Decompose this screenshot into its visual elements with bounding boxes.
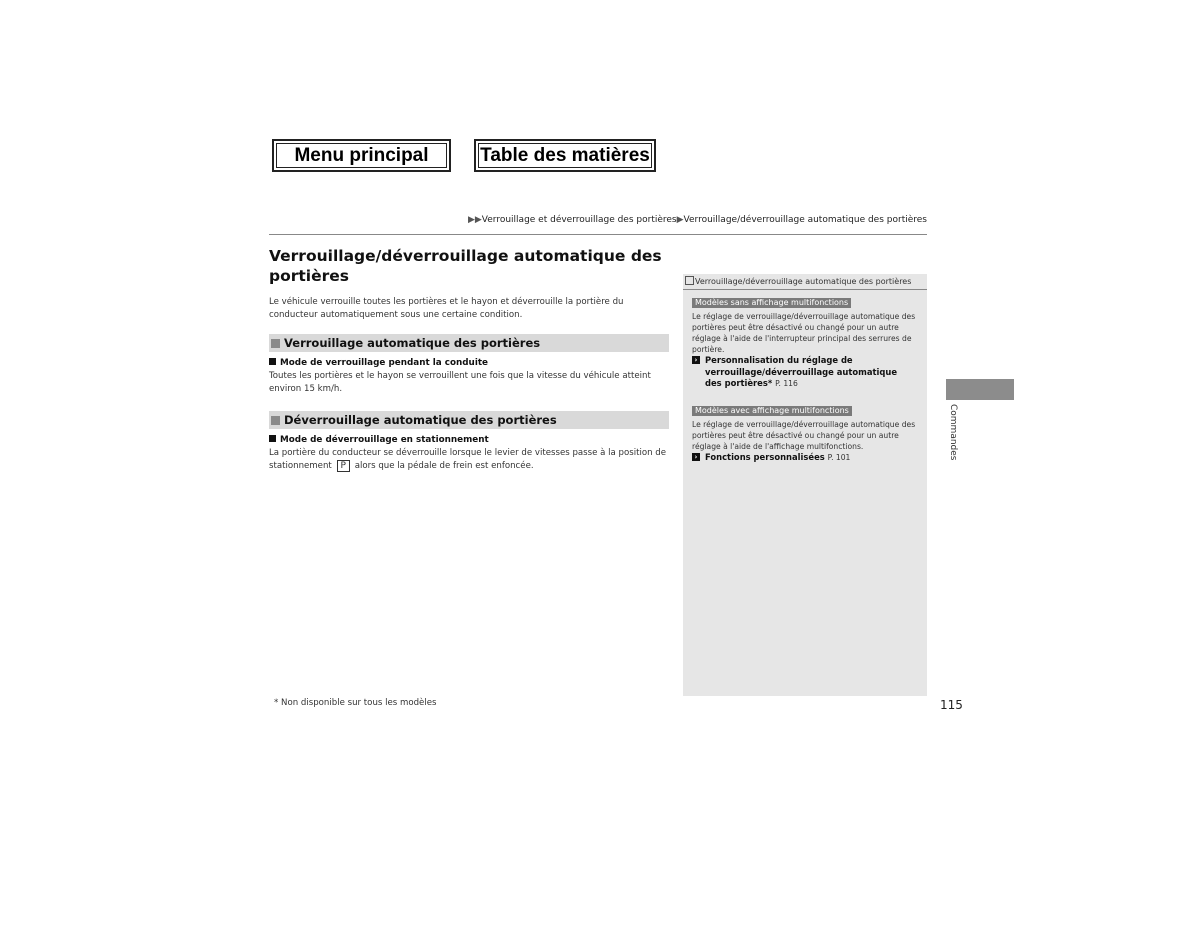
side-note-text: Le réglage de verrouillage/déverrouillage automatique des portières peut être désactivé ou changé pour un autre réglage à l'aide de l'affichage multifonctions. — [692, 419, 916, 451]
section-heading-text: Déverrouillage automatique des portières — [284, 413, 557, 427]
page-title: Verrouillage/déverrouillage automatique des portières — [269, 247, 662, 285]
link-text: Personnalisation du réglage de verrouillage/déverrouillage automatique des portières — [705, 355, 898, 388]
reference-icon — [685, 276, 694, 285]
chapter-tab-label: Commandes — [948, 404, 958, 461]
section-square-icon — [271, 416, 280, 425]
body-text-before: La portière du conducteur se déverrouille lorsque le levier de vitesses passe à la position de stationnement — [269, 448, 667, 471]
side-notes-heading — [683, 274, 927, 287]
subheading-parking-unlock-mode — [269, 435, 669, 446]
link-custom-features[interactable] — [694, 451, 915, 464]
subheading-text: Mode de verrouillage pendant la conduite — [280, 358, 489, 368]
model-tag-with-display: Modèles avec affichage multifonctions — [692, 406, 852, 416]
table-of-contents-button[interactable]: Table des matières — [474, 139, 656, 172]
subheading-text: Mode de déverrouillage en stationnement — [280, 435, 489, 445]
section-auto-unlock — [269, 411, 669, 473]
bullet-square-icon — [269, 358, 276, 365]
section-auto-lock — [269, 334, 669, 396]
intro-text: Le véhicule verrouille toutes les portières et le hayon et déverrouille la portière du conducteur automatiquement sous une certaine condition. — [269, 297, 624, 320]
chapter-tab[interactable] — [946, 379, 1014, 400]
breadcrumb-divider — [269, 234, 927, 235]
breadcrumb-arrow-icon: ▶▶ — [467, 215, 482, 225]
body-text-after: alors que la pédale de frein est enfoncée. — [354, 461, 534, 471]
breadcrumb-item-parent[interactable]: Verrouillage et déverrouillage des portières — [481, 215, 677, 225]
side-notes-panel — [683, 274, 927, 696]
main-menu-button[interactable]: Menu principal — [272, 139, 451, 172]
link-text: Fonctions personnalisées — [705, 451, 825, 462]
section-heading-auto-lock — [269, 334, 669, 352]
breadcrumb — [468, 215, 927, 225]
page-reference: P. 101 — [827, 452, 851, 462]
side-notes-heading-text: Verrouillage/déverrouillage automatique des portières — [695, 277, 912, 286]
subheading-driving-lock-mode — [269, 358, 669, 369]
link-arrow-icon: › — [692, 453, 700, 461]
breadcrumb-separator-icon: ▶ — [676, 215, 684, 225]
bullet-square-icon — [269, 435, 276, 442]
main-content — [269, 246, 669, 322]
link-arrow-icon: › — [692, 356, 700, 364]
section-heading-auto-unlock — [269, 411, 669, 429]
footnote: * Non disponible sur tous les modèles — [274, 698, 437, 708]
breadcrumb-item-current: Verrouillage/déverrouillage automatique des portières — [683, 215, 927, 225]
side-note-text: Le réglage de verrouillage/déverrouillage automatique des portières peut être désactivé ou changé pour un autre réglage à l'aide de l'interrupteur principal des serrures de portière. — [692, 312, 916, 354]
section-square-icon — [271, 339, 280, 348]
link-customization-setting[interactable] — [694, 355, 915, 390]
section-body-text — [269, 447, 669, 473]
page-number: 115 — [940, 698, 963, 712]
section-body-text: Toutes les portières et le hayon se verrouillent une fois que la vitesse du véhicule atteint environ 15 km/h. — [269, 371, 651, 394]
page-reference: P. 116 — [775, 379, 798, 388]
section-heading-text: Verrouillage automatique des portières — [284, 336, 541, 350]
asterisk: * — [767, 378, 773, 388]
model-tag-without-display: Modèles sans affichage multifonctions — [692, 298, 851, 308]
park-key-icon: P — [337, 460, 350, 472]
